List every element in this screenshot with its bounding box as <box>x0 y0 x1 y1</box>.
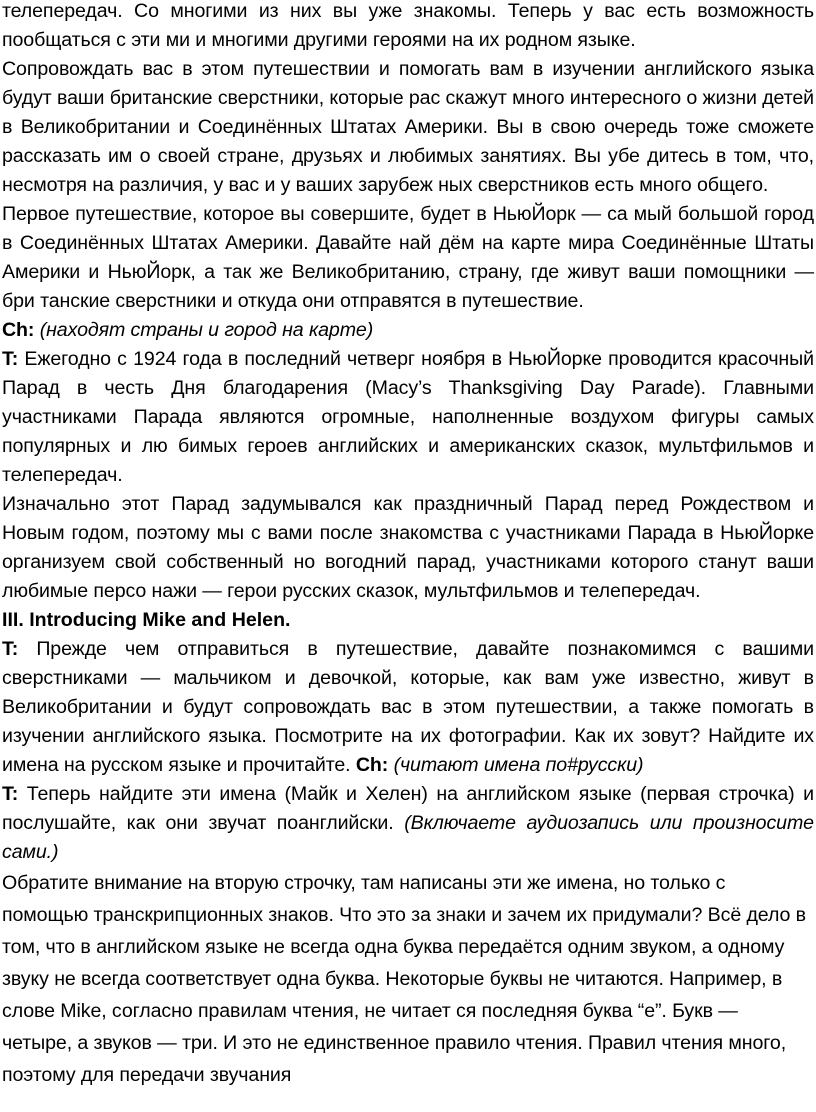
speaker-label-teacher: T: <box>2 638 19 660</box>
stage-direction: (Включаете аудиозапись или произносите сами.) <box>2 812 814 863</box>
paragraph-meet-friends <box>0 635 814 780</box>
stage-direction: (находят страны и город на карте) <box>39 319 374 341</box>
paragraph-meet-friends-text: Прежде чем отправиться в путешествие, давайте познакомимся с вашими сверстниками — мальчиком и девочкой, которые, как вам уже известно, живут в Великобритании и будут сопровождать вас в этом путешествии, а также помогать в изучении английского языка. Посмотрите на их фотографии. Как их зовут? Найдите их имена на русском языке и прочитайте. <box>2 638 814 776</box>
paragraph-english-names <box>0 780 814 867</box>
speaker-label-children: Ch: <box>2 319 35 341</box>
paragraph-english-names-text: Теперь найдите эти имена (Майк и Хелен) на английском языке (первая строчка) и послушайте, как они звучат поанглийски. <box>2 783 814 834</box>
section-heading: III. Introducing Mike and Helen. <box>2 609 291 631</box>
paragraph-companions: Сопровождать вас в этом путешествии и помогать вам в изучении английского языка будут ваши британские сверстники, которые рас скажут много интересного о жизни детей в Великобритании и Соединённых Штатах Америки. Вы в свою очередь тоже сможете рассказать им о своей стране, друзьях и любимых занятиях. Вы убе дитесь в том, что, несмотря на различия, у вас и у ваших зарубеж ных сверстников есть много общего. <box>2 58 814 196</box>
paragraph-first-journey: Первое путешествие, которое вы совершите, будет в НьюЙорк — са мый большой город в Соединённых Штатах Америки. Давайте най дём на карте мира Соединённые Штаты Америки и НьюЙорк, а так же Великобританию, страну, где живут ваши помощники — бри танские сверстники и откуда они отправятся в путешествие. <box>2 203 814 312</box>
speaker-label-teacher: T: <box>2 783 19 805</box>
stage-direction: (читают имена по#русски) <box>393 754 644 776</box>
paragraph-children-task <box>0 316 814 345</box>
paragraph-parade-text: Ежегодно с 1924 года в последний четверг ноября в НьюЙорке проводится красочный Парад в честь Дня благодарения (Macy’s Thanksgiving Day Parade). Главными участниками Парада являются огромные, наполненные воздухом фигуры самых популярных и лю бимых героев английских и американских сказок, мультфильмов и телепередач. <box>2 348 814 486</box>
speaker-label-children: Ch: <box>355 754 389 776</box>
speaker-label-teacher: T: <box>2 348 19 370</box>
paragraph-intro-continuation: телепередач. Со многими из них вы уже знакомы. Теперь у вас есть возможность пообщаться с эти ми и многими другими героями на их родном языке. <box>2 0 814 51</box>
paragraph-transcription: Обратите внимание на вторую строчку, там написаны эти же имена, но только с помощью транскрипционных знаков. Что это за знаки и зачем их придумали? Всё дело в том, что в английском языке не всегда одна буква передаётся одним звуком, а одному звуку не всегда соответствует одна буква. Некоторые буквы не читаются. Например, в слове Mike, согласно правилам чтения, не читает ся последняя буква “e”. Букв — четыре, а звуков — три. И это не единственное правило чтения. Правил чтения много, поэтому для передачи звучания <box>2 872 806 1086</box>
paragraph-new-year-parade: Изначально этот Парад задумывался как праздничный Парад перед Рождеством и Новым годом, поэтому мы с вами после знакомства с участниками Парада в НьюЙорке организуем свой собственный но вогодний парад, участниками которого станут ваши любимые персо нажи — герои русских сказок, мультфильмов и телепередач. <box>2 493 814 602</box>
paragraph-parade <box>0 345 814 490</box>
